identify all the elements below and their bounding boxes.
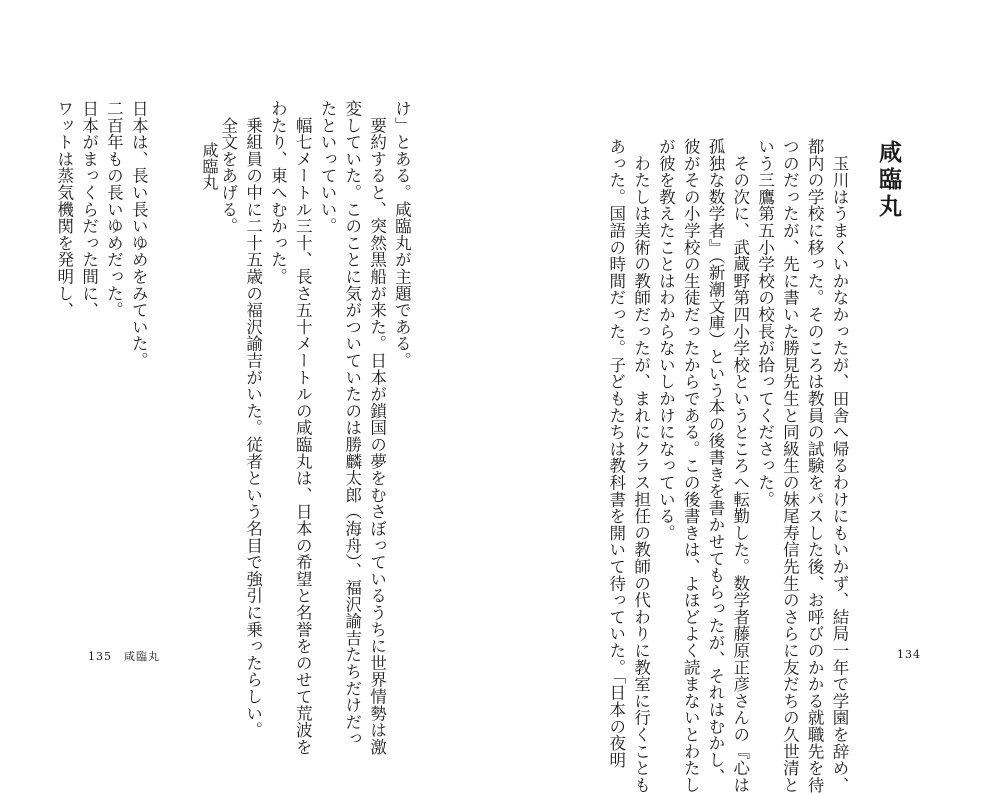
poem-line: 日本がまっくらだった間に、 <box>79 100 99 319</box>
text-column: 孤独な数学者』（新潮文庫）という本の後書きを書かせてもらったが、それはむかし、 <box>705 138 725 785</box>
text-column: け」とある。咸臨丸が主題である。 <box>392 100 412 369</box>
text-column: 要約すると、突然黒船が来た。日本が鎖国の夢をむさぼっているうちに世界情勢は激 <box>367 100 387 756</box>
page-134 <box>500 0 1000 793</box>
text-column: あった。国語の時間だった。子どもたちは教科書を開いて待っていた。「日本の夜明 <box>606 138 626 769</box>
text-column: 全文をあげる。 <box>218 100 238 235</box>
running-head: 咸臨丸 <box>124 650 160 663</box>
text-column: 幅七メートル三十、長さ五十メートルの咸臨丸は、日本の希望と名誉をのせて荒波を <box>293 100 313 756</box>
text-column: が彼を教えたことはわからないしかけになっている。 <box>656 138 676 542</box>
poem-line: ワットは蒸気機関を発明し、 <box>54 100 74 319</box>
text-column: その次に、武蔵野第四小学校というところへ転勤した。数学者藤原正彦さんの『心は <box>730 138 750 793</box>
text-column: つのだったが、先に書いた勝見先生と同級生の妹尾寿信先生のさらに友だちの久世清と <box>780 138 800 793</box>
text-column: 乗組員の中に二十五歳の福沢諭吉がいた。従者という名目で強引に乗ったらしい。 <box>243 100 263 739</box>
text-column: いう三鷹第五小学校の校長が拾ってくださった。 <box>755 138 775 508</box>
poem-line: 日本は、長い長いゆめをみていた。 <box>129 100 149 369</box>
text-column: たといっていい。 <box>317 100 337 235</box>
page-135 <box>0 0 500 756</box>
page-135-body <box>215 100 413 756</box>
text-column: 都内の学校に移った。そのころは教員の試験をパスした後、お呼びのかかる就職先を待 <box>805 138 825 793</box>
text-column: 彼がその小学校の生徒だったからである。この後書きは、よほどよく読まないとわたし <box>681 138 701 793</box>
text-column: わたり、東へむかった。 <box>268 100 288 285</box>
page-number: 135 <box>88 650 112 663</box>
chapter-title: 咸臨丸 <box>875 140 902 221</box>
text-column: 玉川はうまくいかなかったが、田舎へ帰るわけにもいかず、結局一年で学園を辞め、 <box>829 138 849 793</box>
poem-line: 二百年もの長いゆめだった。 <box>104 100 124 319</box>
text-column: わたしは美術の教師だったが、まれにクラス担任の教師の代わりに教室に行くことも <box>631 138 651 793</box>
running-footer <box>88 648 160 664</box>
poem-title: 咸臨丸 <box>200 142 219 190</box>
page-number: 134 <box>897 648 921 661</box>
poem-body <box>51 100 150 400</box>
page-134-body <box>603 138 851 793</box>
text-column: 変していた。このことに気がついていたのは勝麟太郎（海舟）、福沢諭吉たちだけだっ <box>342 100 362 747</box>
